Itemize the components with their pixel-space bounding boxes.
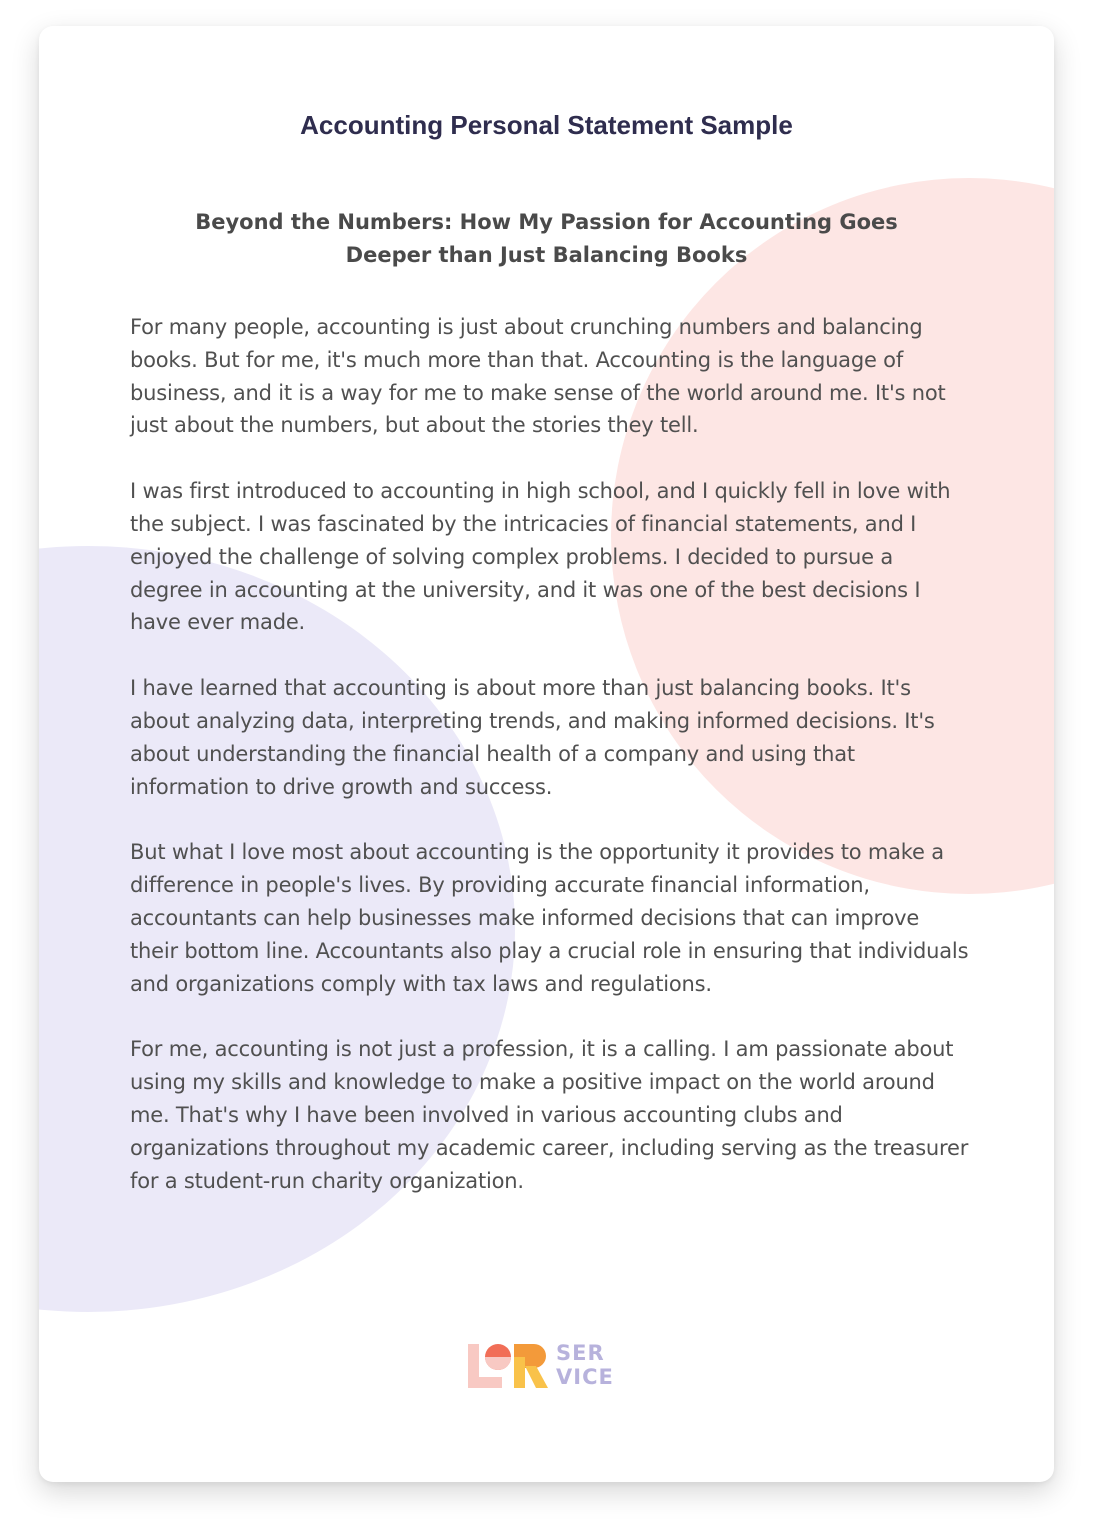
document-card [39,26,1054,1482]
logo-text-line-1: SER [556,1341,605,1365]
paragraph-2: I was first introduced to accounting in high school, and I quickly fell in love with the subject. I was fascinated by the intricacies of financial statements, and I enjoyed the challenge of solving complex problems. I decided to pursue a degree in accounting at the university, and it was one of the best decisions I have ever made. [130,479,951,635]
document-body [130,311,970,1230]
document-title: Accounting Personal Statement Sample [300,110,793,140]
lor-logo-mark-icon [468,1340,554,1392]
document-content [39,26,1054,1482]
paragraph-4: But what I love most about accounting is the opportunity it provides to make a difference in people's lives. By providing accurate financial information, accountants can help businesses make informed decisions that can improve their bottom line. Accountants also play a crucial role in ensuring that individuals and organizations comply with tax laws and regulations. [130,840,969,996]
lor-service-logo [468,1340,628,1392]
document-subtitle: Beyond the Numbers: How My Passion for Accounting Goes Deeper than Just Balancing Books [195,210,898,267]
paragraph-1: For many people, accounting is just about crunching numbers and balancing books. But for me, it's much more than that. Accounting is the language of business, and it is a way for me to make sense of the world around me. It's not just about the numbers, but about the stories they tell. [130,315,946,438]
logo-text-line-2: VICE [556,1365,614,1389]
paragraph-5: For me, accounting is not just a profession, it is a calling. I am passionate about using my skills and knowledge to make a positive impact on the world around me. That's why I have been involved in various accounting clubs and organizations throughout my academic career, including serving as the treasurer for a student-run charity organization. [130,1037,969,1193]
paragraph-3: I have learned that accounting is about more than just balancing books. It's about analyzing data, interpreting trends, and making informed decisions. It's about understanding the financial health of a company and using that information to drive growth and success. [130,676,935,799]
